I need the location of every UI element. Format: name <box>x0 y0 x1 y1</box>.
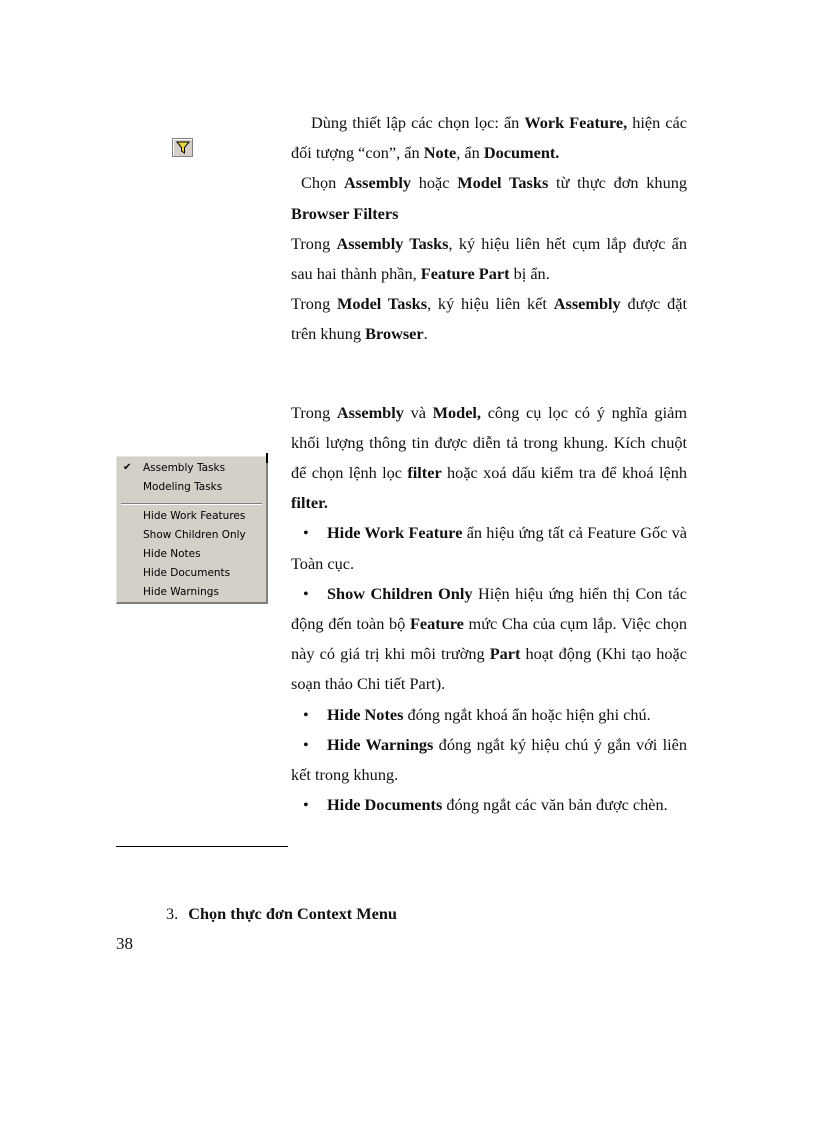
paragraph: Trong Assembly và Model, công cụ lọc có ý nghĩa giảm khối lượng thông tin được diễn tả trong khung. Kích chuột để chọn lệnh lọc filter hoặc xoá dấu kiểm tra để khoá lệnh filter. <box>291 402 688 513</box>
menu-item-hide-warnings[interactable]: Hide Warnings <box>143 586 219 598</box>
section-title: Chọn thực đơn Context Menu <box>188 904 397 923</box>
menu-item-assembly-tasks[interactable]: Assembly Tasks <box>143 462 226 474</box>
bullet-item: • Show Children Only Hiện hiệu ứng hiển thị Con tác động đến toàn bộ Feature mức Cha của cụm lắp. Việc chọn này có giá trị khi môi trường Part hoạt động (Khi tạo hoặc soạn thảo Chi tiết Part). <box>291 583 687 694</box>
paragraph: Chọn Assembly hoặc Model Tasks từ thực đơn khung Browser Filters <box>291 173 687 223</box>
bullet-item: • Hide Notes đóng ngắt khoá ẩn hoặc hiện ghi chú. <box>303 704 651 724</box>
browser-filters-menu <box>116 456 268 604</box>
bullet-item: • Hide Warnings đóng ngắt ký hiệu chú ý gắn với liên kết trong khung. <box>291 734 687 785</box>
menu-item-hide-notes[interactable]: Hide Notes <box>143 548 201 560</box>
menu-item-show-children-only[interactable]: Show Children Only <box>143 529 246 541</box>
paragraph: Trong Assembly Tasks, ký hiệu liên hết cụm lắp được ẩn sau hai thành phần, Feature Part bị ẩn. <box>291 233 687 284</box>
filter-icon[interactable] <box>172 138 193 157</box>
bullet-item: • Hide Documents đóng ngắt các văn bản được chèn. <box>303 795 668 815</box>
page-number: 38 <box>116 934 133 953</box>
menu-item-modeling-tasks[interactable]: Modeling Tasks <box>143 481 223 493</box>
footnote-divider <box>116 846 288 847</box>
menu-item-hide-documents[interactable]: Hide Documents <box>143 567 231 579</box>
menu-separator <box>121 503 262 505</box>
section-heading <box>166 904 397 924</box>
bullet-item: • Hide Work Feature ẩn hiệu ứng tất cả Feature Gốc và Toàn cục. <box>291 523 687 573</box>
menu-item-hide-work-features[interactable]: Hide Work Features <box>143 510 246 522</box>
checkmark-icon: ✔ <box>123 462 132 473</box>
body-text <box>291 108 687 820</box>
section-number: 3. <box>166 904 179 923</box>
paragraph: Dùng thiết lập các chọn lọc: ẩn Work Feature, hiện các đối tượng “con”, ẩn Note, ẩn Document. <box>291 113 687 163</box>
menu-edge <box>266 453 268 463</box>
paragraph: Trong Model Tasks, ký hiệu liên kết Assembly được đặt trên khung Browser. <box>291 294 687 344</box>
